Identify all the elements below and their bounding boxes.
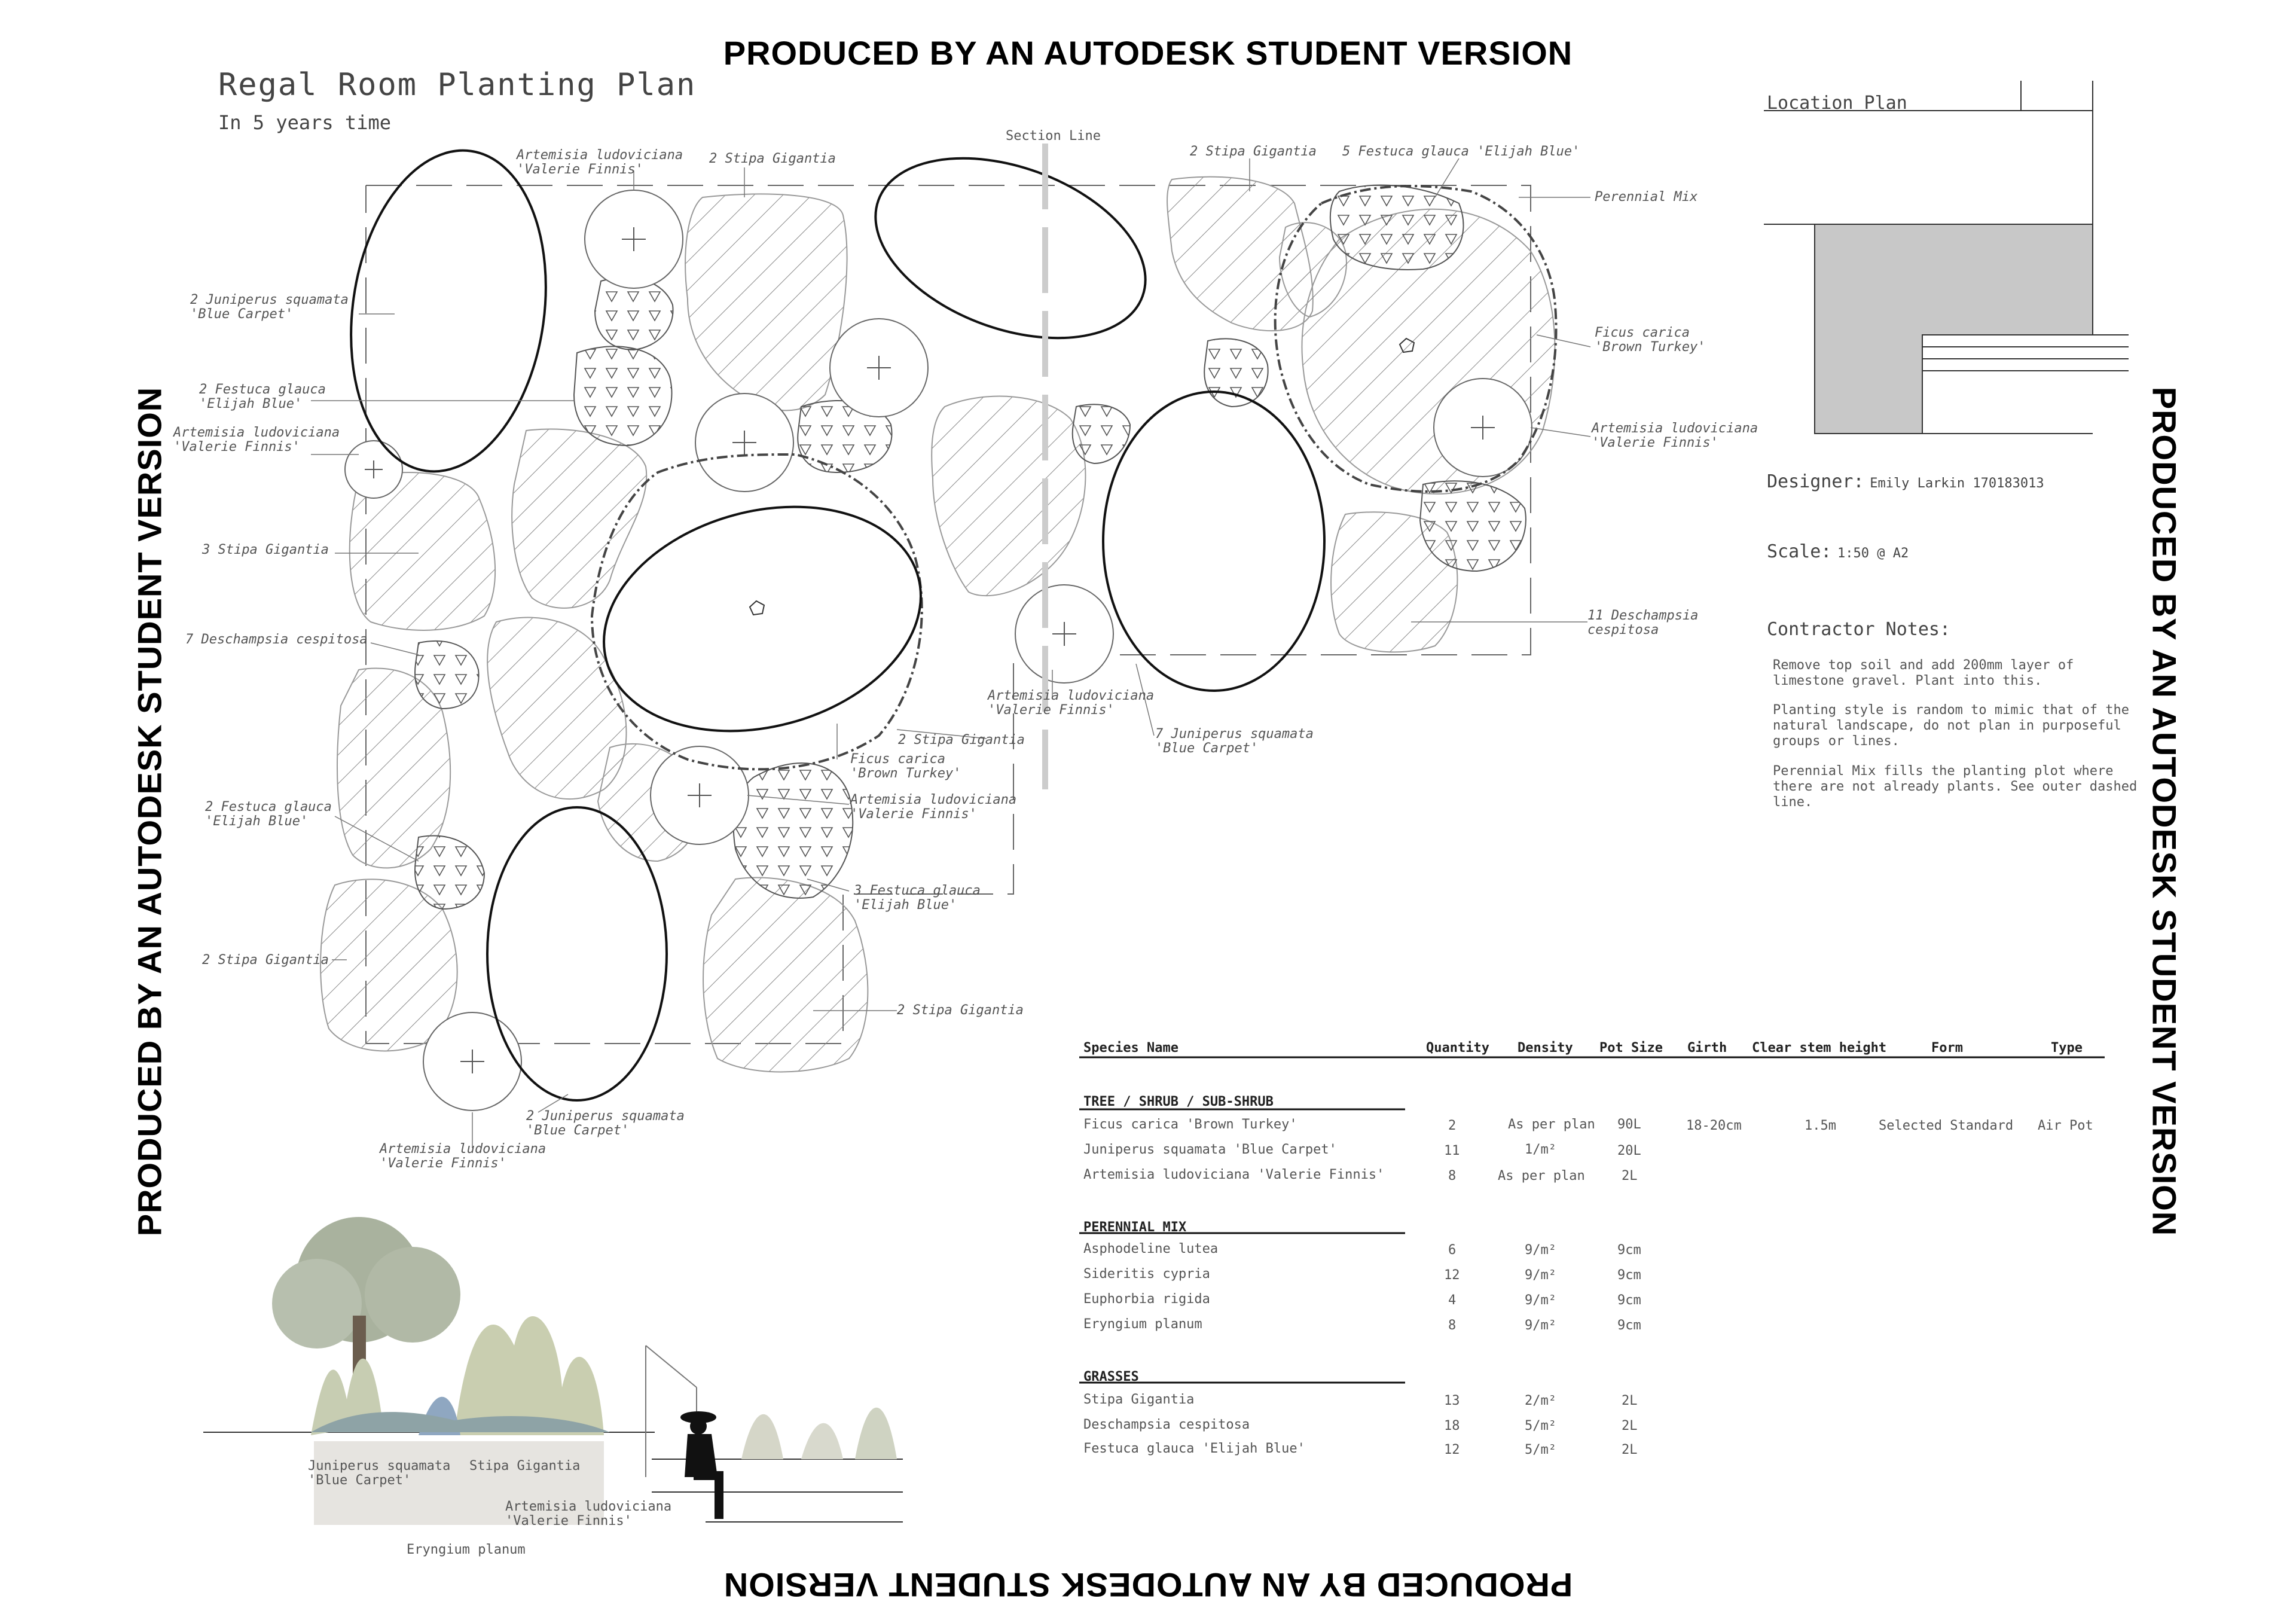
table-header: Form xyxy=(1931,1041,1963,1055)
table-cell: Artemisia ludoviciana 'Valerie Finnis' xyxy=(1083,1167,1385,1182)
plan-label: 7 Deschampsia cespitosa xyxy=(185,632,368,647)
table-header: Clear stem height xyxy=(1752,1041,1887,1055)
plan-label: 2 Stipa Gigantia xyxy=(202,953,329,968)
plan-label: 2 Stipa Gigantia xyxy=(1190,144,1317,159)
table-cell: 8 xyxy=(1448,1318,1457,1333)
ficus-centre-1 xyxy=(750,601,764,615)
watermark-right: PRODUCED BY AN AUTODESK STUDENT VERSION xyxy=(2145,386,2184,1237)
table-cell: 8 xyxy=(1448,1169,1457,1183)
watermark-left: PRODUCED BY AN AUTODESK STUDENT VERSION xyxy=(130,386,169,1237)
section-line-label: Section Line xyxy=(1006,129,1101,144)
table-cell: 11 xyxy=(1444,1143,1460,1158)
table-cell: Selected Standard xyxy=(1879,1118,2014,1133)
table-header: Species Name xyxy=(1083,1041,1178,1055)
table-cell: Ficus carica 'Brown Turkey' xyxy=(1083,1117,1297,1132)
contractor-note: Remove top soil and add 200mm layer of limestone gravel. Plant into this. xyxy=(1773,658,2074,688)
plan-label: Artemisia ludoviciana 'Valerie Finnis' xyxy=(850,792,1017,822)
plan-label: Artemisia ludoviciana 'Valerie Finnis' xyxy=(380,1142,546,1171)
table-cell: Asphodeline lutea xyxy=(1083,1241,1219,1256)
watermark-bottom: PRODUCED BY AN AUTODESK STUDENT VERSION xyxy=(723,1566,1573,1604)
table-cell: 9cm xyxy=(1617,1293,1641,1308)
table-header: Type xyxy=(2051,1041,2083,1055)
table-cell: As per plan xyxy=(1498,1169,1585,1183)
plan-subtitle: In 5 years time xyxy=(218,111,391,134)
plan-label: 2 Stipa Gigantia xyxy=(898,733,1025,748)
grass-clumps xyxy=(320,177,1555,1072)
table-cell: 13 xyxy=(1444,1393,1460,1408)
plan-label: 2 Festuca glauca 'Elijah Blue' xyxy=(199,382,326,411)
scale-label: Scale: xyxy=(1767,541,1832,562)
table-cell: Eryngium planum xyxy=(1083,1317,1202,1332)
table-group: PERENNIAL MIX xyxy=(1083,1220,1187,1235)
plan-label: Artemisia ludoviciana 'Valerie Finnis' xyxy=(517,148,683,177)
designer-label: Designer: xyxy=(1767,471,1864,492)
table-cell: 2L xyxy=(1622,1169,1638,1183)
plan-label: 2 Stipa Gigantia xyxy=(897,1003,1024,1018)
watermark-top: PRODUCED BY AN AUTODESK STUDENT VERSION xyxy=(723,34,1573,72)
table-cell: 20L xyxy=(1617,1143,1641,1158)
plan-label: Ficus carica 'Brown Turkey' xyxy=(850,752,961,781)
table-header: Girth xyxy=(1687,1041,1727,1055)
plan-label: 2 Juniperus squamata 'Blue Carpet' xyxy=(526,1109,685,1138)
contractor-notes-title: Contractor Notes: xyxy=(1767,619,1951,640)
contractor-note: Perennial Mix fills the planting plot where there are not already plants. See outer dashed line. xyxy=(1773,764,2138,810)
table-cell: As per plan xyxy=(1508,1117,1595,1132)
table-cell: Festuca glauca 'Elijah Blue' xyxy=(1083,1441,1305,1456)
plan-label: 5 Festuca glauca 'Elijah Blue' xyxy=(1342,144,1580,159)
table-cell: 6 xyxy=(1448,1243,1457,1258)
table-cell: 90L xyxy=(1617,1117,1641,1132)
plan-label: 3 Festuca glauca 'Elijah Blue' xyxy=(854,883,981,913)
table-cell: 2/m² xyxy=(1525,1393,1556,1408)
table-header: Density xyxy=(1518,1041,1573,1055)
table-cell: Deschampsia cespitosa xyxy=(1083,1417,1250,1432)
table-cell: 9cm xyxy=(1617,1268,1641,1283)
plan-label: 2 Stipa Gigantia xyxy=(709,151,836,166)
table-cell: 9/m² xyxy=(1525,1268,1556,1283)
table-cell: 9/m² xyxy=(1525,1243,1556,1258)
table-cell: Air Pot xyxy=(2038,1118,2093,1133)
table-cell: 2L xyxy=(1622,1418,1638,1433)
table-cell: 1.5m xyxy=(1805,1118,1836,1133)
table-cell: Juniperus squamata 'Blue Carpet' xyxy=(1083,1142,1337,1157)
table-cell: 9cm xyxy=(1617,1243,1641,1258)
plan-label: 3 Stipa Gigantia xyxy=(202,542,329,557)
plan-label: Artemisia ludoviciana 'Valerie Finnis' xyxy=(988,688,1155,718)
table-cell: Sideritis cypria xyxy=(1083,1267,1210,1282)
plan-label: 2 Festuca glauca 'Elijah Blue' xyxy=(205,800,332,829)
table-cell: 18 xyxy=(1444,1418,1460,1433)
plan-label: Perennial Mix xyxy=(1595,190,1698,205)
person-silhouette xyxy=(680,1411,723,1519)
table-cell: Stipa Gigantia xyxy=(1083,1392,1195,1407)
plan-label: 11 Deschampsia cespitosa xyxy=(1587,608,1699,637)
scale-value: 1:50 @ A2 xyxy=(1837,546,1909,561)
table-cell: Euphorbia rigida xyxy=(1083,1292,1210,1307)
plan-label: Ficus carica 'Brown Turkey' xyxy=(1595,325,1706,355)
table-cell: 2L xyxy=(1622,1442,1638,1457)
table-header: Pot Size xyxy=(1599,1041,1663,1055)
plan-label: Artemisia ludoviciana 'Valerie Finnis' xyxy=(173,425,340,454)
section-label: Juniperus squamata 'Blue Carpet' xyxy=(308,1459,451,1488)
designer-line xyxy=(1767,471,2044,492)
table-cell: 5/m² xyxy=(1525,1418,1556,1433)
plan-label: 2 Juniperus squamata 'Blue Carpet' xyxy=(190,292,349,322)
table-cell: 1/m² xyxy=(1525,1142,1556,1157)
table-cell: 12 xyxy=(1444,1442,1460,1457)
plan-label: 7 Juniperus squamata 'Blue Carpet' xyxy=(1155,727,1314,756)
table-cell: 2L xyxy=(1622,1393,1638,1408)
designer-value: Emily Larkin 170183013 xyxy=(1870,476,2044,491)
location-plan xyxy=(1764,81,2129,434)
section-label: Eryngium planum xyxy=(407,1542,526,1557)
table-cell: 4 xyxy=(1448,1293,1457,1308)
section-label: Artemisia ludoviciana 'Valerie Finnis' xyxy=(505,1499,672,1529)
table-group: GRASSES xyxy=(1083,1369,1139,1384)
table-cell: 9/m² xyxy=(1525,1318,1556,1333)
plan-title: Regal Room Planting Plan xyxy=(218,67,697,103)
table-header: Quantity xyxy=(1426,1041,1489,1055)
table-group: TREE / SHRUB / SUB-SHRUB xyxy=(1083,1094,1274,1109)
plan-label: Artemisia ludoviciana 'Valerie Finnis' xyxy=(1592,421,1758,450)
table-cell: 12 xyxy=(1444,1268,1460,1283)
section-label: Stipa Gigantia xyxy=(469,1459,581,1473)
table-cell: 2 xyxy=(1448,1118,1457,1133)
scale-line xyxy=(1767,541,1909,562)
table-cell: 18-20cm xyxy=(1686,1118,1742,1133)
table-cell: 9/m² xyxy=(1525,1293,1556,1308)
contractor-note: Planting style is random to mimic that of the natural landscape, do not plan in purposeful groups or lines. xyxy=(1773,703,2130,749)
table-cell: 9cm xyxy=(1617,1318,1641,1333)
table-cell: 5/m² xyxy=(1525,1442,1556,1457)
location-plan-title: Location Plan xyxy=(1767,93,1907,114)
